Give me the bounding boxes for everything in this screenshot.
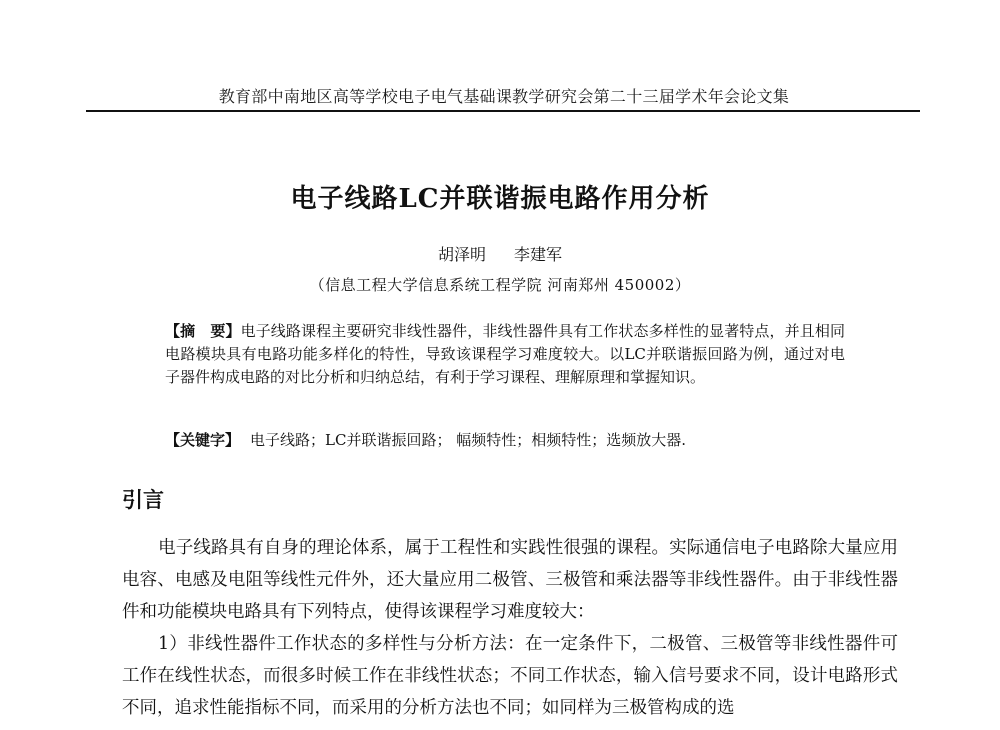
abstract-label: 【摘 要】 bbox=[165, 322, 241, 340]
paragraph-text: 1）非线性器件工作状态的多样性与分析方法：在一定条件下，二极管、三极管等非线性器件可工作在线性状态，而很多时候工作在非线性状态；不同工作状态，输入信号要求不同，设计电路形式不同，追求性能指标不同，而采用的分析方法也不同；如同样为三极管构成的选 bbox=[122, 634, 898, 718]
section-heading: 引言 bbox=[122, 487, 164, 512]
body-paragraph bbox=[122, 532, 898, 628]
paragraph-text: 电子线路具有自身的理论体系，属于工程性和实践性很强的课程。实际通信电子电路除大量应用电容、电感及电阻等线性元件外，还大量应用二极管、三极管和乘法器等非线性器件。由于非线性器件和功能模块电路具有下列特点，使得该课程学习难度较大： bbox=[122, 538, 898, 622]
keywords-text: 电子线路；LC并联谐振回路； 幅频特性；相频特性；选频放大器. bbox=[250, 431, 686, 449]
abstract-text: 电子线路课程主要研究非线性器件，非线性器件具有工作状态多样性的显著特点，并且相同电路模块具有电路功能多样化的特性，导致该课程学习难度较大。以LC并联谐振回路为例，通过对电子器件构成电路的对比分析和归纳总结，有利于学习课程、理解原理和掌握知识。 bbox=[165, 322, 845, 386]
author-name: 李建军 bbox=[514, 245, 563, 264]
body-paragraph bbox=[122, 628, 898, 724]
affiliation: （信息工程大学信息系统工程学院 河南郑州 450002） bbox=[309, 276, 691, 294]
abstract bbox=[165, 320, 845, 389]
keywords bbox=[165, 429, 845, 452]
authors bbox=[0, 242, 1000, 265]
author-name: 胡泽明 bbox=[437, 245, 486, 264]
keywords-label: 【关键字】 bbox=[165, 431, 241, 449]
header-rule bbox=[86, 110, 920, 112]
running-header: 教育部中南地区高等学校电子电气基础课教学研究会第二十三届学术年会论文集 bbox=[218, 87, 790, 106]
paper-title: 电子线路LC并联谐振电路作用分析 bbox=[290, 184, 710, 214]
